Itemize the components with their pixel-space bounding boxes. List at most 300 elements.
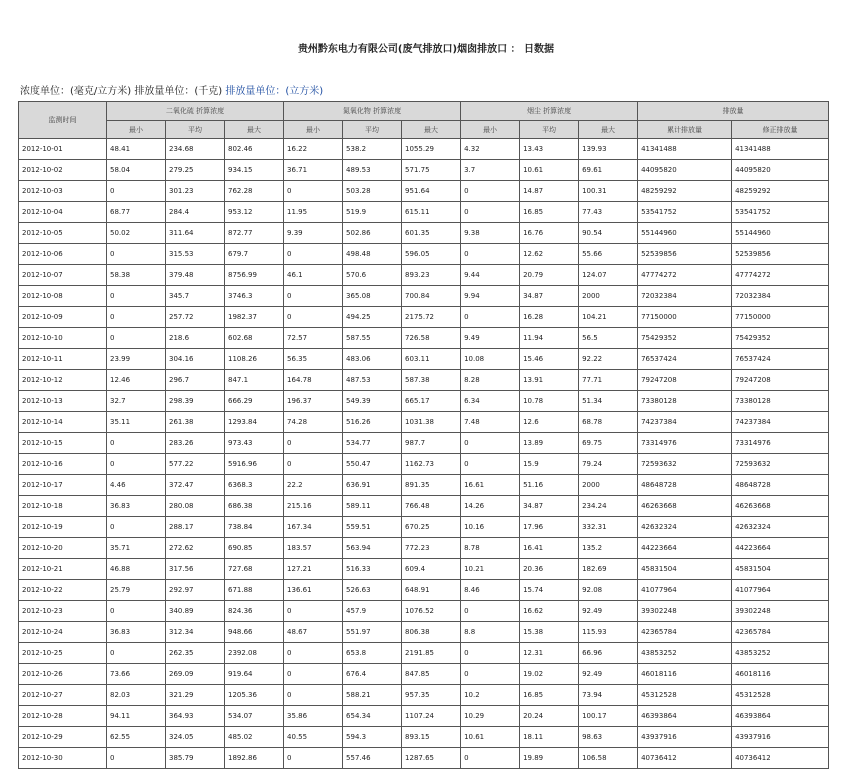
table-row [19, 643, 829, 664]
value-cell: 0 [107, 328, 166, 349]
value-cell: 670.25 [402, 517, 461, 538]
value-cell: 100.17 [579, 706, 638, 727]
group-header-emission: 排放量 [638, 102, 829, 121]
value-cell: 124.07 [579, 265, 638, 286]
sub-header-cell: 最大 [579, 121, 638, 139]
table-row [19, 349, 829, 370]
value-cell: 893.15 [402, 727, 461, 748]
value-cell: 934.15 [225, 160, 284, 181]
value-cell: 8.46 [461, 580, 520, 601]
table-row [19, 475, 829, 496]
value-cell: 0 [107, 433, 166, 454]
date-cell: 2012-10-21 [19, 559, 107, 580]
value-cell: 40.55 [284, 727, 343, 748]
table-row [19, 412, 829, 433]
value-cell: 261.38 [166, 412, 225, 433]
value-cell: 47774272 [732, 265, 829, 286]
value-cell: 1107.24 [402, 706, 461, 727]
value-cell: 77150000 [638, 307, 732, 328]
value-cell: 167.34 [284, 517, 343, 538]
value-cell: 127.21 [284, 559, 343, 580]
value-cell: 9.44 [461, 265, 520, 286]
value-cell: 0 [107, 601, 166, 622]
value-cell: 0 [284, 664, 343, 685]
value-cell: 43853252 [638, 643, 732, 664]
table-row [19, 307, 829, 328]
value-cell: 666.29 [225, 391, 284, 412]
table-row [19, 517, 829, 538]
value-cell: 16.61 [461, 475, 520, 496]
value-cell: 74.28 [284, 412, 343, 433]
value-cell: 13.89 [520, 433, 579, 454]
value-cell: 35.71 [107, 538, 166, 559]
value-cell: 15.9 [520, 454, 579, 475]
value-cell: 115.93 [579, 622, 638, 643]
table-body [19, 139, 829, 769]
value-cell: 50.02 [107, 223, 166, 244]
value-cell: 602.68 [225, 328, 284, 349]
date-cell: 2012-10-23 [19, 601, 107, 622]
table-row [19, 181, 829, 202]
date-cell: 2012-10-04 [19, 202, 107, 223]
value-cell: 9.94 [461, 286, 520, 307]
value-cell: 772.23 [402, 538, 461, 559]
value-cell: 686.38 [225, 496, 284, 517]
value-cell: 570.6 [343, 265, 402, 286]
value-cell: 589.11 [343, 496, 402, 517]
value-cell: 0 [107, 517, 166, 538]
value-cell: 77.71 [579, 370, 638, 391]
value-cell: 893.23 [402, 265, 461, 286]
value-cell: 494.25 [343, 307, 402, 328]
value-cell: 802.46 [225, 139, 284, 160]
value-cell: 824.36 [225, 601, 284, 622]
value-cell: 48259292 [638, 181, 732, 202]
value-cell: 68.78 [579, 412, 638, 433]
group-header-dust: 烟尘 折算浓度 [461, 102, 638, 121]
value-cell: 76537424 [732, 349, 829, 370]
value-cell: 3.7 [461, 160, 520, 181]
value-cell: 12.31 [520, 643, 579, 664]
date-cell: 2012-10-03 [19, 181, 107, 202]
value-cell: 10.29 [461, 706, 520, 727]
sub-header-cell: 修正排放量 [732, 121, 829, 139]
value-cell: 648.91 [402, 580, 461, 601]
value-cell: 12.6 [520, 412, 579, 433]
value-cell: 74237384 [732, 412, 829, 433]
value-cell: 872.77 [225, 223, 284, 244]
value-cell: 10.21 [461, 559, 520, 580]
value-cell: 234.24 [579, 496, 638, 517]
value-cell: 75429352 [732, 328, 829, 349]
value-cell: 0 [461, 601, 520, 622]
value-cell: 0 [461, 202, 520, 223]
value-cell: 0 [461, 244, 520, 265]
value-cell: 526.63 [343, 580, 402, 601]
value-cell: 13.43 [520, 139, 579, 160]
sub-header-cell: 累计排放量 [638, 121, 732, 139]
value-cell: 73314976 [732, 433, 829, 454]
value-cell: 603.11 [402, 349, 461, 370]
value-cell: 74237384 [638, 412, 732, 433]
value-cell: 280.08 [166, 496, 225, 517]
value-cell: 332.31 [579, 517, 638, 538]
value-cell: 45831504 [638, 559, 732, 580]
date-cell: 2012-10-17 [19, 475, 107, 496]
value-cell: 10.61 [520, 160, 579, 181]
value-cell: 136.61 [284, 580, 343, 601]
table-row [19, 559, 829, 580]
value-cell: 284.4 [166, 202, 225, 223]
value-cell: 48.67 [284, 622, 343, 643]
value-cell: 550.47 [343, 454, 402, 475]
value-cell: 0 [284, 307, 343, 328]
value-cell: 557.46 [343, 748, 402, 769]
value-cell: 321.29 [166, 685, 225, 706]
value-cell: 58.04 [107, 160, 166, 181]
value-cell: 8756.99 [225, 265, 284, 286]
value-cell: 15.46 [520, 349, 579, 370]
value-cell: 1162.73 [402, 454, 461, 475]
value-cell: 68.77 [107, 202, 166, 223]
value-cell: 257.72 [166, 307, 225, 328]
value-cell: 551.97 [343, 622, 402, 643]
value-cell: 53541752 [638, 202, 732, 223]
value-cell: 16.28 [520, 307, 579, 328]
value-cell: 234.68 [166, 139, 225, 160]
value-cell: 42365784 [638, 622, 732, 643]
value-cell: 40736412 [732, 748, 829, 769]
value-cell: 73.94 [579, 685, 638, 706]
value-cell: 73314976 [638, 433, 732, 454]
value-cell: 596.05 [402, 244, 461, 265]
value-cell: 1287.65 [402, 748, 461, 769]
value-cell: 16.22 [284, 139, 343, 160]
value-cell: 46263668 [638, 496, 732, 517]
value-cell: 601.35 [402, 223, 461, 244]
date-cell: 2012-10-19 [19, 517, 107, 538]
page-title: 贵州黔东电力有限公司(废气排放口)烟囱排放口 ： 日数据 [297, 44, 555, 55]
value-cell: 46.1 [284, 265, 343, 286]
value-cell: 0 [107, 307, 166, 328]
value-cell: 298.39 [166, 391, 225, 412]
value-cell: 653.8 [343, 643, 402, 664]
value-cell: 53541752 [732, 202, 829, 223]
value-cell: 1205.36 [225, 685, 284, 706]
table-row [19, 622, 829, 643]
value-cell: 14.87 [520, 181, 579, 202]
value-cell: 700.84 [402, 286, 461, 307]
value-cell: 847.85 [402, 664, 461, 685]
value-cell: 16.41 [520, 538, 579, 559]
table-row [19, 139, 829, 160]
value-cell: 92.08 [579, 580, 638, 601]
value-cell: 51.34 [579, 391, 638, 412]
date-cell: 2012-10-08 [19, 286, 107, 307]
value-cell: 98.63 [579, 727, 638, 748]
group-header-so2: 二氧化硫 折算浓度 [107, 102, 284, 121]
value-cell: 483.06 [343, 349, 402, 370]
value-cell: 594.3 [343, 727, 402, 748]
value-cell: 485.02 [225, 727, 284, 748]
value-cell: 66.96 [579, 643, 638, 664]
value-cell: 8.28 [461, 370, 520, 391]
value-cell: 588.21 [343, 685, 402, 706]
value-cell: 44095820 [732, 160, 829, 181]
value-cell: 79247208 [732, 370, 829, 391]
value-cell: 0 [284, 286, 343, 307]
value-cell: 52539856 [638, 244, 732, 265]
value-cell: 379.48 [166, 265, 225, 286]
value-cell: 8.78 [461, 538, 520, 559]
value-cell: 315.53 [166, 244, 225, 265]
emission-unit: 排放量单位：(千克) [134, 86, 223, 97]
date-cell: 2012-10-06 [19, 244, 107, 265]
value-cell: 41077964 [732, 580, 829, 601]
value-cell: 317.56 [166, 559, 225, 580]
value-cell: 0 [284, 601, 343, 622]
value-cell: 46018116 [732, 664, 829, 685]
value-cell: 73380128 [732, 391, 829, 412]
value-cell: 43937916 [638, 727, 732, 748]
sub-header-cell: 最大 [402, 121, 461, 139]
value-cell: 766.48 [402, 496, 461, 517]
value-cell: 45312528 [732, 685, 829, 706]
value-cell: 55144960 [638, 223, 732, 244]
value-cell: 973.43 [225, 433, 284, 454]
value-cell: 45312528 [638, 685, 732, 706]
value-cell: 18.11 [520, 727, 579, 748]
value-cell: 1892.86 [225, 748, 284, 769]
value-cell: 32.7 [107, 391, 166, 412]
value-cell: 10.2 [461, 685, 520, 706]
value-cell: 9.49 [461, 328, 520, 349]
value-cell: 45831504 [732, 559, 829, 580]
value-cell: 0 [461, 664, 520, 685]
value-cell: 690.85 [225, 538, 284, 559]
value-cell: 0 [461, 748, 520, 769]
table-row [19, 202, 829, 223]
value-cell: 55.66 [579, 244, 638, 265]
value-cell: 7.48 [461, 412, 520, 433]
value-cell: 324.05 [166, 727, 225, 748]
value-cell: 44095820 [638, 160, 732, 181]
value-cell: 13.91 [520, 370, 579, 391]
value-cell: 15.38 [520, 622, 579, 643]
value-cell: 17.96 [520, 517, 579, 538]
value-cell: 2000 [579, 286, 638, 307]
value-cell: 372.47 [166, 475, 225, 496]
sub-header-cell: 最小 [461, 121, 520, 139]
value-cell: 538.2 [343, 139, 402, 160]
sub-header-row [19, 121, 829, 139]
value-cell: 502.86 [343, 223, 402, 244]
value-cell: 0 [284, 244, 343, 265]
value-cell: 516.33 [343, 559, 402, 580]
value-cell: 39302248 [638, 601, 732, 622]
value-cell: 35.11 [107, 412, 166, 433]
value-cell: 55144960 [732, 223, 829, 244]
unit-legend [20, 82, 323, 97]
value-cell: 891.35 [402, 475, 461, 496]
table-row [19, 391, 829, 412]
value-cell: 135.2 [579, 538, 638, 559]
table-row [19, 328, 829, 349]
value-cell: 665.17 [402, 391, 461, 412]
value-cell: 301.23 [166, 181, 225, 202]
value-cell: 92.22 [579, 349, 638, 370]
value-cell: 0 [461, 181, 520, 202]
value-cell: 92.49 [579, 664, 638, 685]
value-cell: 679.7 [225, 244, 284, 265]
value-cell: 0 [284, 454, 343, 475]
value-cell: 90.54 [579, 223, 638, 244]
value-cell: 139.93 [579, 139, 638, 160]
value-cell: 676.4 [343, 664, 402, 685]
value-cell: 951.64 [402, 181, 461, 202]
value-cell: 987.7 [402, 433, 461, 454]
value-cell: 1293.84 [225, 412, 284, 433]
value-cell: 1031.38 [402, 412, 461, 433]
value-cell: 34.87 [520, 496, 579, 517]
value-cell: 164.78 [284, 370, 343, 391]
value-cell: 636.91 [343, 475, 402, 496]
value-cell: 0 [107, 244, 166, 265]
date-cell: 2012-10-12 [19, 370, 107, 391]
date-cell: 2012-10-13 [19, 391, 107, 412]
date-cell: 2012-10-16 [19, 454, 107, 475]
value-cell: 2191.85 [402, 643, 461, 664]
value-cell: 5916.96 [225, 454, 284, 475]
value-cell: 12.62 [520, 244, 579, 265]
value-cell: 0 [107, 181, 166, 202]
value-cell: 47774272 [638, 265, 732, 286]
table-row [19, 685, 829, 706]
value-cell: 72.57 [284, 328, 343, 349]
table-row [19, 160, 829, 181]
value-cell: 36.83 [107, 622, 166, 643]
value-cell: 35.86 [284, 706, 343, 727]
value-cell: 0 [461, 307, 520, 328]
value-cell: 0 [284, 643, 343, 664]
value-cell: 15.74 [520, 580, 579, 601]
value-cell: 2000 [579, 475, 638, 496]
value-cell: 304.16 [166, 349, 225, 370]
value-cell: 615.11 [402, 202, 461, 223]
time-column-header: 监测时间 [19, 102, 107, 139]
value-cell: 72032384 [638, 286, 732, 307]
value-cell: 46.88 [107, 559, 166, 580]
value-cell: 48648728 [638, 475, 732, 496]
value-cell: 1108.26 [225, 349, 284, 370]
date-cell: 2012-10-10 [19, 328, 107, 349]
date-cell: 2012-10-07 [19, 265, 107, 286]
date-cell: 2012-10-22 [19, 580, 107, 601]
date-cell: 2012-10-02 [19, 160, 107, 181]
value-cell: 534.07 [225, 706, 284, 727]
value-cell: 16.76 [520, 223, 579, 244]
value-cell: 42632324 [732, 517, 829, 538]
value-cell: 3746.3 [225, 286, 284, 307]
table-row [19, 433, 829, 454]
value-cell: 519.9 [343, 202, 402, 223]
value-cell: 44223664 [638, 538, 732, 559]
value-cell: 75429352 [638, 328, 732, 349]
flow-unit-label: 排放量单位： [225, 86, 286, 97]
concentration-unit: 浓度单位：(毫克/立方米) [20, 86, 132, 97]
value-cell: 19.02 [520, 664, 579, 685]
value-cell: 58.38 [107, 265, 166, 286]
value-cell: 1076.52 [402, 601, 461, 622]
value-cell: 9.38 [461, 223, 520, 244]
date-cell: 2012-10-26 [19, 664, 107, 685]
value-cell: 0 [461, 643, 520, 664]
value-cell: 100.31 [579, 181, 638, 202]
date-cell: 2012-10-30 [19, 748, 107, 769]
value-cell: 587.38 [402, 370, 461, 391]
sub-header-cell: 最小 [107, 121, 166, 139]
value-cell: 36.83 [107, 496, 166, 517]
table-row [19, 727, 829, 748]
value-cell: 806.38 [402, 622, 461, 643]
date-cell: 2012-10-01 [19, 139, 107, 160]
value-cell: 312.34 [166, 622, 225, 643]
value-cell: 288.17 [166, 517, 225, 538]
value-cell: 10.16 [461, 517, 520, 538]
value-cell: 4.46 [107, 475, 166, 496]
value-cell: 279.25 [166, 160, 225, 181]
value-cell: 106.58 [579, 748, 638, 769]
value-cell: 46393864 [638, 706, 732, 727]
value-cell: 10.78 [520, 391, 579, 412]
value-cell: 215.16 [284, 496, 343, 517]
date-cell: 2012-10-29 [19, 727, 107, 748]
value-cell: 11.94 [520, 328, 579, 349]
value-cell: 42365784 [732, 622, 829, 643]
value-cell: 0 [107, 748, 166, 769]
value-cell: 39302248 [732, 601, 829, 622]
value-cell: 365.08 [343, 286, 402, 307]
value-cell: 34.87 [520, 286, 579, 307]
table-row [19, 706, 829, 727]
date-cell: 2012-10-14 [19, 412, 107, 433]
value-cell: 52539856 [732, 244, 829, 265]
value-cell: 727.68 [225, 559, 284, 580]
value-cell: 272.62 [166, 538, 225, 559]
value-cell: 94.11 [107, 706, 166, 727]
value-cell: 41341488 [638, 139, 732, 160]
value-cell: 503.28 [343, 181, 402, 202]
value-cell: 48.41 [107, 139, 166, 160]
value-cell: 957.35 [402, 685, 461, 706]
value-cell: 0 [461, 433, 520, 454]
date-cell: 2012-10-27 [19, 685, 107, 706]
value-cell: 283.26 [166, 433, 225, 454]
value-cell: 2392.08 [225, 643, 284, 664]
value-cell: 79247208 [638, 370, 732, 391]
value-cell: 953.12 [225, 202, 284, 223]
value-cell: 69.75 [579, 433, 638, 454]
value-cell: 577.22 [166, 454, 225, 475]
value-cell: 43937916 [732, 727, 829, 748]
table-row [19, 286, 829, 307]
value-cell: 563.94 [343, 538, 402, 559]
value-cell: 311.64 [166, 223, 225, 244]
date-cell: 2012-10-09 [19, 307, 107, 328]
table-row [19, 370, 829, 391]
value-cell: 56.35 [284, 349, 343, 370]
table-row [19, 223, 829, 244]
